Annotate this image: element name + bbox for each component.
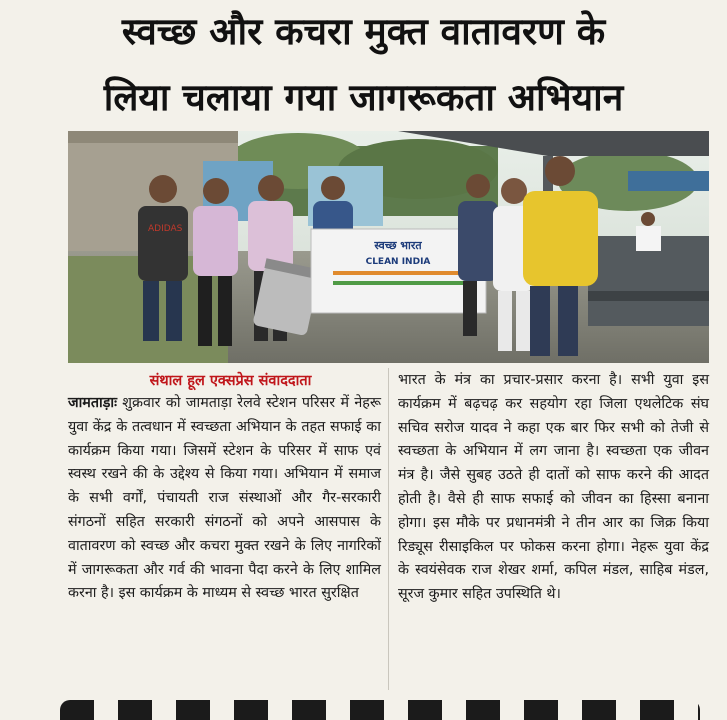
banner-text-hindi: स्वच्छ भारत: [374, 239, 422, 252]
headline-line-1: स्वच्छ और कचरा मुक्त वातावरण के: [121, 10, 606, 53]
dateline: जामताड़ाः: [68, 395, 117, 411]
photo-illustration: [68, 131, 709, 363]
headline-line-2: लिया चलाया गया जागरूकता अभियान: [103, 76, 624, 119]
column-divider: [388, 368, 389, 690]
article-column-right: [398, 369, 709, 607]
cut-off-next-headline: [60, 700, 700, 720]
article-column-left: [68, 392, 381, 606]
byline: संथाल हूल एक्सप्रेस संवाददाता: [149, 373, 312, 389]
news-photo: [68, 131, 709, 363]
article-text-right: भारत के मंत्र का प्रचार-प्रसार करना है। सभी युवा इस कार्यक्रम में बढ़चढ़ कर सहयोग रहा जिला एथलेटिक संघ सचिव सरोज यादव ने कहा एक बार फिर सभी को तेजी से स्वच्छता के अभियान में लग जाना है। स्वच्छता एक जीवन मंत्र है। जैसे सुबह उठते ही दातों को साफ करने की आदत होती है। वैसे ही साफ सफाई को जीवन का हिस्सा बनाना होगा। इस मौके पर प्रधानमंत्री ने तीन आर का जिक्र किया रिड्यूस रीसाइकिल पर फोकस करना होगा। नेहरू युवा केंद्र के स्वयंसेवक राज शेखर शर्मा, कपिल मंडल, साहिब मंडल, सूरज कुमार सहित उपस्थिति थे।: [398, 372, 709, 603]
shirt-text: ADIDAS: [148, 224, 183, 234]
article-text-left: शुक्रवार को जामताड़ा रेलवे स्टेशन परिसर में नेहरू युवा केंद्र के तत्वधान में स्वच्छता अभियान के तहत सफाई का कार्यक्रम किया गया। जिसमें स्टेशन के परिसर में साफ एवं स्वस्थ रखने की के उद्देश्य से किया गया। अभियान में समाज के सभी वर्गों, पंचायती राज संस्थाओं और गैर-सरकारी संगठनों सहित सरकारी संगठनों को अपने आसपास के वातावरण को स्वच्छ और कचरा मुक्त रखने के लिए नागरिकों में जागरूकता और गर्व की भावना पैदा करने के लिए शामिल करना है। इस कार्यक्रम के माध्यम से स्वच्छ भारत सुरक्षित: [68, 395, 381, 602]
banner-text-english: CLEAN INDIA: [365, 257, 431, 267]
